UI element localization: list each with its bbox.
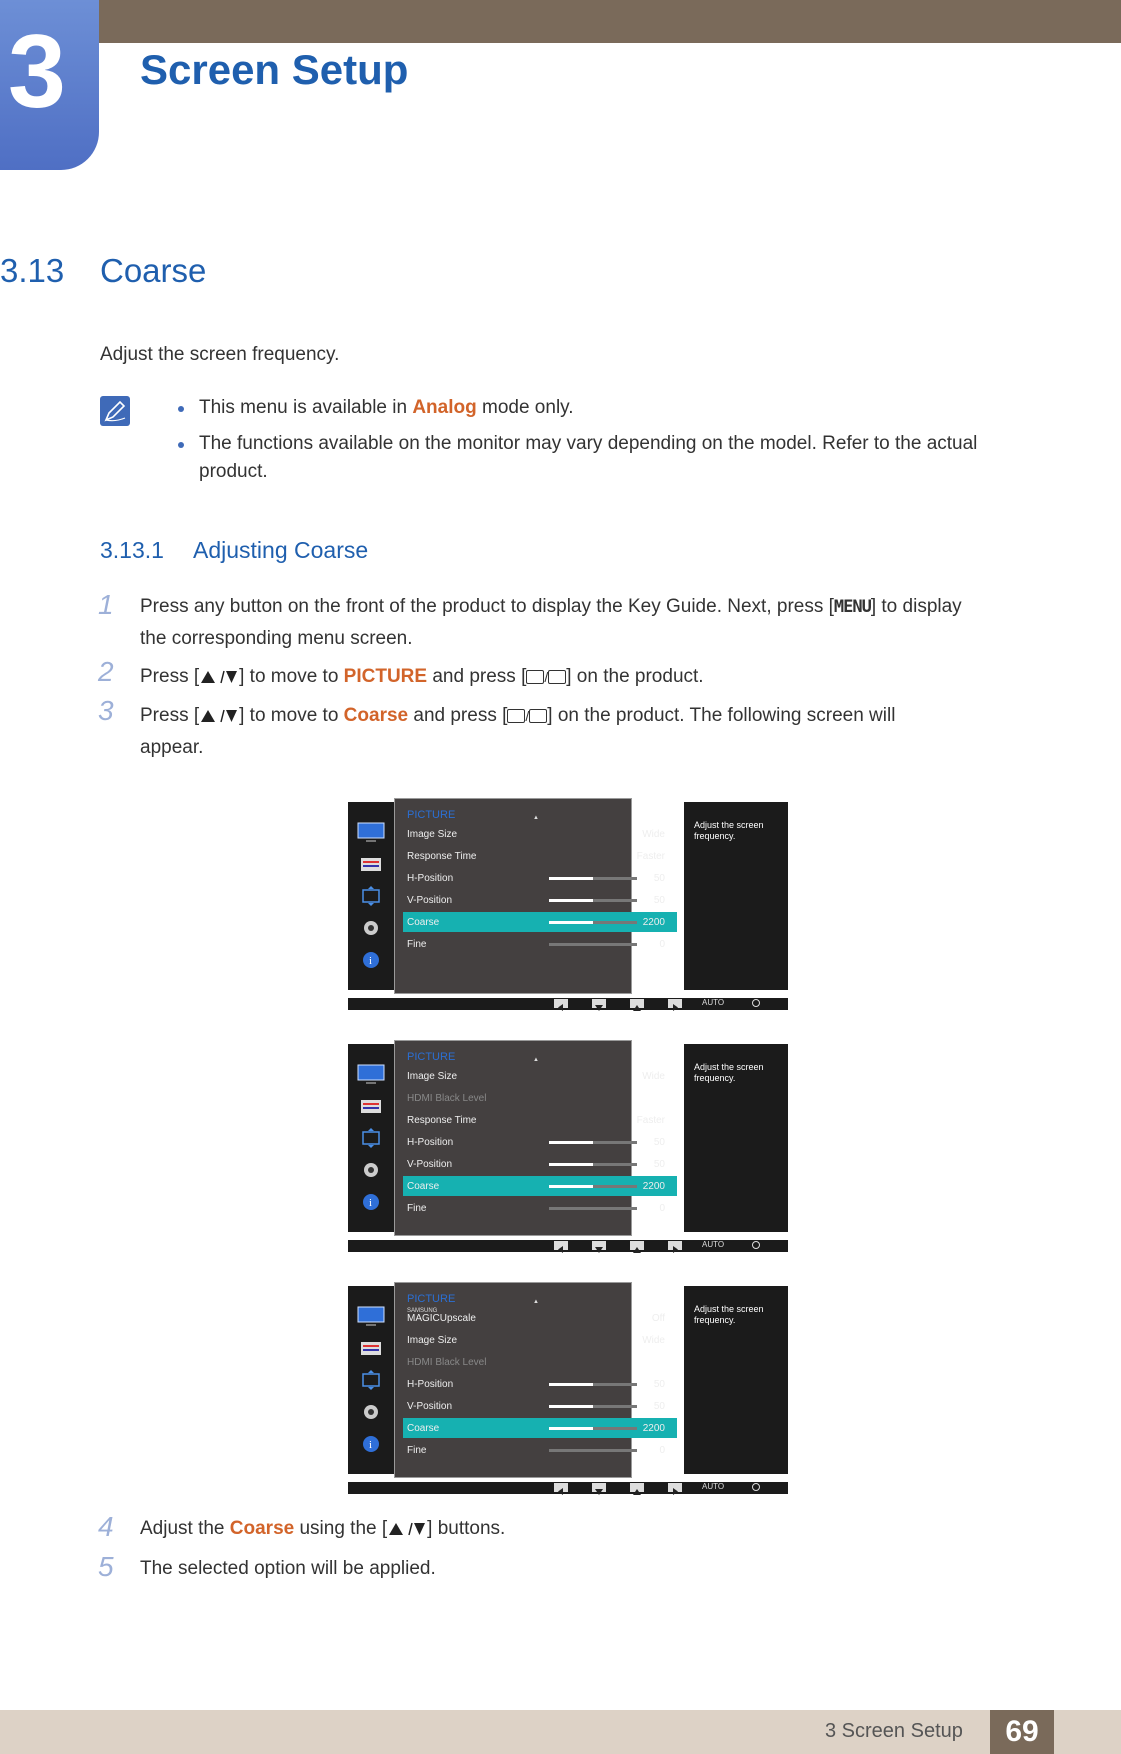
osd-row-disabled: [403, 1352, 677, 1372]
osd-row-label: HDMI Black Level: [407, 1357, 487, 1368]
osd-row-disabled: [403, 1088, 677, 1108]
power-icon[interactable]: [752, 999, 760, 1007]
down-key-icon[interactable]: [592, 1241, 606, 1250]
osd-row[interactable]: [403, 1308, 677, 1328]
osd-help-panel: [684, 1286, 788, 1474]
info-icon: [357, 950, 385, 970]
osd-category-bar: [348, 1286, 394, 1474]
osd-row-value: 2200: [642, 1181, 665, 1192]
enter-button-icon: [548, 670, 566, 684]
step-1-text-b: ] to display: [870, 596, 962, 617]
osd-row[interactable]: [403, 1396, 677, 1416]
osd-row[interactable]: [403, 1198, 677, 1218]
color-icon: [357, 1096, 385, 1116]
osd-row-label: Coarse: [407, 1181, 440, 1192]
subsection-number: 3.13.1: [100, 537, 164, 563]
auto-key-label[interactable]: AUTO: [702, 1482, 725, 1491]
down-key-icon[interactable]: [592, 1483, 606, 1492]
chapter-header-bar: [0, 0, 1121, 43]
note-bullet: [178, 406, 184, 412]
note-2-line1: The functions available on the monitor may vary depending on the model. Refer to the actual: [199, 433, 978, 454]
osd-row-label: MAGICUpscale: [407, 1313, 476, 1324]
osd-row-value: 0: [659, 1203, 665, 1214]
osd-row-value: Faster: [636, 851, 665, 862]
osd-row-value: 50: [653, 895, 665, 906]
right-key-icon[interactable]: [668, 999, 682, 1008]
osd-row-selected[interactable]: [403, 912, 677, 932]
step-2: [140, 666, 704, 688]
osd-row[interactable]: [403, 1330, 677, 1350]
osd-row-label: V-Position: [407, 1159, 453, 1170]
step-5: The selected option will be applied.: [140, 1558, 436, 1579]
osd-screen-2: [348, 1040, 788, 1252]
note-1-suffix: mode only.: [476, 397, 574, 418]
osd-row-value: Off: [651, 1313, 665, 1324]
osd-help-text: Adjust the screen frequency.: [694, 820, 764, 841]
section-title: Coarse: [100, 252, 207, 289]
up-key-icon[interactable]: [630, 999, 644, 1008]
osd-row-label: Coarse: [407, 1423, 440, 1434]
section-number: 3.13: [0, 252, 65, 289]
osd-row-label: V-Position: [407, 895, 453, 906]
note-1: [199, 397, 574, 419]
osd-row-label: Fine: [407, 939, 427, 950]
osd-row-value: 50: [653, 1159, 665, 1170]
scroll-up-arrow-icon: ▲: [533, 1299, 539, 1305]
osd-row[interactable]: [403, 1132, 677, 1152]
note-1-highlight: Analog: [412, 397, 477, 418]
samsung-magic-brand: SAMSUNG: [407, 1308, 438, 1314]
menu-button-glyph: MENU: [833, 597, 871, 617]
intro-text: Adjust the screen frequency.: [100, 344, 340, 365]
osd-row-label: Coarse: [407, 917, 440, 928]
step-2-highlight: PICTURE: [343, 666, 428, 687]
step-number: 2: [98, 656, 114, 687]
osd-menu-panel: [394, 1282, 665, 1478]
osd-slider-fill: [549, 1383, 593, 1386]
osd-help-panel: [684, 1044, 788, 1232]
picture-icon: [357, 822, 385, 842]
osd-row[interactable]: [403, 1066, 677, 1086]
step-4-highlight: Coarse: [229, 1518, 295, 1539]
picture-icon: [357, 1064, 385, 1084]
note-bullet: [178, 442, 184, 448]
auto-key-label[interactable]: AUTO: [702, 1240, 725, 1249]
osd-help-text: Adjust the screen frequency.: [694, 1304, 764, 1325]
subsection-title: Adjusting Coarse: [193, 537, 369, 563]
svg-text:i: i: [369, 955, 373, 967]
step-1-line2: the corresponding menu screen.: [140, 628, 413, 649]
step-2-text-d: ] on the product.: [566, 666, 704, 687]
slash-separator: /: [525, 708, 530, 724]
step-2-text-c: and press [: [427, 666, 527, 687]
osd-slider: [549, 1383, 637, 1386]
osd-help-panel: [684, 802, 788, 990]
osd-row-value: 50: [653, 873, 665, 884]
left-key-icon[interactable]: [554, 1241, 568, 1250]
osd-row-value: 50: [653, 1137, 665, 1148]
osd-row-label: H-Position: [407, 873, 454, 884]
osd-slider-fill: [549, 921, 593, 924]
source-button-icon: [507, 709, 525, 723]
osd-row-label: Image Size: [407, 829, 458, 840]
osd-row-value: 2200: [642, 917, 665, 928]
osd-row[interactable]: [403, 824, 677, 844]
osd-slider: [549, 877, 637, 880]
osd-row-label: Image Size: [407, 1335, 458, 1346]
osd-row[interactable]: [403, 890, 677, 910]
osd-row[interactable]: [403, 846, 677, 866]
osd-key-guide: [348, 1240, 788, 1252]
osd-row[interactable]: [403, 1374, 677, 1394]
step-2-text-b: ] to move to: [239, 666, 344, 687]
osd-row-label: HDMI Black Level: [407, 1093, 487, 1104]
source-button-icon: [526, 670, 544, 684]
up-key-icon[interactable]: [630, 1241, 644, 1250]
svg-text:i: i: [369, 1439, 373, 1451]
color-icon: [357, 1338, 385, 1358]
osd-row-label: Image Size: [407, 1071, 458, 1082]
osd-row-value: Faster: [636, 1115, 665, 1126]
osd-slider: [549, 1207, 637, 1210]
step-1-line1: [140, 596, 962, 618]
step-3-text-c: and press [: [408, 705, 508, 726]
osd-slider-fill: [549, 1427, 593, 1430]
up-key-icon[interactable]: [630, 1483, 644, 1492]
chapter-title: Screen Setup: [140, 46, 409, 93]
osd-row[interactable]: [403, 868, 677, 888]
step-3-line1: [140, 705, 895, 727]
color-icon: [357, 854, 385, 874]
osd-menu-title: PICTURE: [407, 1051, 456, 1063]
step-number: 3: [98, 695, 114, 726]
chapter-number-tab: [0, 0, 99, 170]
left-key-icon[interactable]: [554, 999, 568, 1008]
osd-menu-panel: [394, 1040, 665, 1236]
step-4: [140, 1518, 505, 1540]
step-3-text-d: ] on the product. The following screen will: [547, 705, 896, 726]
osd-key-guide: [348, 998, 788, 1010]
left-key-icon[interactable]: [554, 1483, 568, 1492]
power-icon[interactable]: [752, 1483, 760, 1491]
osd-row[interactable]: [403, 1154, 677, 1174]
size-position-icon: [357, 1128, 385, 1148]
osd-help-text: Adjust the screen frequency.: [694, 1062, 764, 1083]
osd-category-bar: [348, 1044, 394, 1232]
slash-separator: /: [544, 669, 549, 685]
osd-slider: [549, 1163, 637, 1166]
osd-row-label: V-Position: [407, 1401, 453, 1412]
osd-row-value: Wide: [642, 1335, 665, 1346]
osd-row-selected[interactable]: [403, 1176, 677, 1196]
osd-row-selected[interactable]: [403, 1418, 677, 1438]
step-2-text-a: Press [: [140, 666, 200, 687]
osd-slider: [549, 943, 637, 946]
footer-chapter-label: 3 Screen Setup: [825, 1720, 963, 1742]
osd-slider-fill: [549, 877, 593, 880]
down-key-icon[interactable]: [592, 999, 606, 1008]
osd-slider-fill: [549, 1405, 593, 1408]
step-number: 1: [98, 589, 114, 620]
right-key-icon[interactable]: [668, 1483, 682, 1492]
osd-row-label: Fine: [407, 1445, 427, 1456]
right-key-icon[interactable]: [668, 1241, 682, 1250]
info-icon: [357, 1192, 385, 1212]
osd-row-value: Wide: [642, 829, 665, 840]
gear-icon: [357, 918, 385, 938]
gear-icon: [357, 1402, 385, 1422]
osd-row-value: 50: [653, 1401, 665, 1412]
osd-slider: [549, 921, 637, 924]
picture-icon: [357, 1306, 385, 1326]
osd-row[interactable]: [403, 1110, 677, 1130]
osd-slider-fill: [549, 899, 593, 902]
osd-row[interactable]: [403, 934, 677, 954]
osd-key-guide: [348, 1482, 788, 1494]
step-4-text-b: using the [: [294, 1518, 388, 1539]
size-position-icon: [357, 1370, 385, 1390]
osd-screen-1: [348, 798, 788, 1010]
osd-row-value: Wide: [642, 1071, 665, 1082]
osd-menu-title: PICTURE: [407, 1293, 456, 1305]
osd-row-label: Fine: [407, 1203, 427, 1214]
osd-menu-title: PICTURE: [407, 809, 456, 821]
step-4-text-a: Adjust the: [140, 1518, 230, 1539]
osd-slider-fill: [549, 1163, 593, 1166]
osd-slider: [549, 1427, 637, 1430]
osd-row-label: Response Time: [407, 1115, 477, 1126]
osd-row-label: Response Time: [407, 851, 477, 862]
note-1-text: This menu is available in: [199, 397, 413, 418]
step-3-text-a: Press [: [140, 705, 200, 726]
chapter-number: 3: [8, 14, 66, 130]
osd-row-value: 50: [653, 1379, 665, 1390]
osd-slider: [549, 1405, 637, 1408]
scroll-up-arrow-icon: ▲: [533, 1057, 539, 1063]
osd-row-value: 2200: [642, 1423, 665, 1434]
enter-button-icon: [529, 709, 547, 723]
osd-slider-fill: [549, 1185, 593, 1188]
page-footer: [0, 1710, 1121, 1754]
osd-slider: [549, 1449, 637, 1452]
osd-row[interactable]: [403, 1440, 677, 1460]
note-2-line2: product.: [199, 461, 268, 482]
osd-row-label: H-Position: [407, 1379, 454, 1390]
osd-slider: [549, 1141, 637, 1144]
osd-slider-fill: [549, 1141, 593, 1144]
step-number: 5: [98, 1551, 114, 1582]
osd-row-label: H-Position: [407, 1137, 454, 1148]
osd-row-value: 0: [659, 939, 665, 950]
up-down-arrows-icon: [199, 708, 239, 724]
step-1-text-a: Press any button on the front of the product to display the Key Guide. Next, press [: [140, 596, 834, 617]
osd-slider: [549, 899, 637, 902]
step-number: 4: [98, 1511, 114, 1542]
svg-text:i: i: [369, 1197, 373, 1209]
gear-icon: [357, 1160, 385, 1180]
osd-row-value: 0: [659, 1445, 665, 1456]
osd-category-bar: [348, 802, 394, 990]
up-down-arrows-icon: [387, 1521, 427, 1537]
up-down-arrows-icon: [199, 669, 239, 685]
step-3-highlight: Coarse: [343, 705, 409, 726]
auto-key-label[interactable]: AUTO: [702, 998, 725, 1007]
step-4-text-c: ] buttons.: [427, 1518, 506, 1539]
scroll-up-arrow-icon: ▲: [533, 815, 539, 821]
page-number: 69: [990, 1710, 1054, 1754]
info-icon: [357, 1434, 385, 1454]
power-icon[interactable]: [752, 1241, 760, 1249]
step-3-text-b: ] to move to: [239, 705, 344, 726]
note-icon: [100, 396, 130, 426]
step-3-line2: appear.: [140, 737, 204, 758]
size-position-icon: [357, 886, 385, 906]
osd-slider: [549, 1185, 637, 1188]
osd-menu-panel: [394, 798, 665, 994]
osd-screen-3: [348, 1282, 788, 1494]
